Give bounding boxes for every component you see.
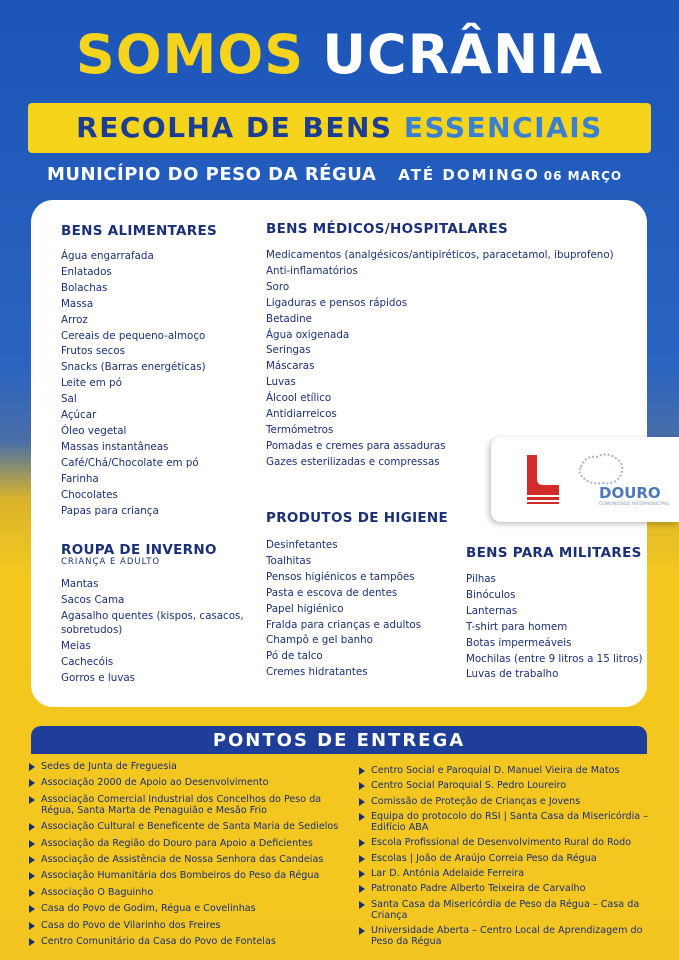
item-text: Binóculos bbox=[466, 588, 516, 601]
triangle-bullet-icon bbox=[29, 922, 35, 930]
triangle-bullet-icon bbox=[29, 763, 35, 771]
douro-logo-subtext: COMUNIDADE INTERMUNICIPAL bbox=[599, 502, 670, 507]
section-food bbox=[61, 223, 217, 519]
delivery-point bbox=[29, 838, 349, 849]
list-item bbox=[266, 375, 614, 391]
item-text: Mantas bbox=[61, 578, 99, 590]
item-text: Leite em pó bbox=[61, 377, 122, 390]
list-item bbox=[466, 572, 643, 588]
item-text: Patronato Padre Alberto Teixeira de Carvalho bbox=[371, 883, 586, 895]
delivery-points-right bbox=[359, 765, 659, 947]
list-item bbox=[61, 456, 217, 472]
triangle-bullet-icon bbox=[359, 782, 365, 790]
item-text: Betadine bbox=[266, 312, 313, 325]
list-item bbox=[266, 665, 448, 681]
item-text: Casa do Povo de Godim, Régua e Covelinhas bbox=[41, 903, 256, 915]
item-text: Gazes esterilizadas e compressas bbox=[266, 455, 440, 468]
item-text: Óleo vegetal bbox=[61, 424, 127, 437]
section-title: BENS ALIMENTARES bbox=[61, 223, 218, 239]
item-text: Pasta e escova de dentes bbox=[266, 586, 398, 599]
item-text: Santa Casa da Misericórdia de Peso da Régua – Casa da Criança bbox=[371, 898, 640, 921]
triangle-bullet-icon bbox=[359, 927, 365, 935]
deadline-date: 06 MARÇO bbox=[543, 169, 623, 183]
list-item bbox=[61, 360, 217, 376]
triangle-bullet-icon bbox=[359, 813, 365, 821]
subtitle-part2: ESSENCIAIS bbox=[403, 111, 603, 144]
item-text: Meias bbox=[61, 639, 91, 652]
item-text: Toalhitas bbox=[266, 554, 312, 567]
triangle-bullet-icon bbox=[359, 839, 365, 847]
item-text: Gorros e luvas bbox=[61, 671, 136, 684]
item-text: Água oxigenada bbox=[266, 328, 350, 341]
list-item bbox=[266, 554, 448, 570]
item-text: Champô e gel banho bbox=[266, 634, 373, 647]
delivery-points-left bbox=[29, 761, 349, 947]
list-item bbox=[61, 329, 217, 345]
list-item bbox=[61, 609, 251, 639]
item-text: Desinfetantes bbox=[266, 539, 338, 551]
list-item bbox=[466, 636, 643, 652]
delivery-point bbox=[29, 777, 349, 788]
item-text: Arroz bbox=[61, 313, 88, 326]
camara-municipal-logo bbox=[523, 451, 563, 507]
list-item bbox=[266, 359, 614, 375]
item-list bbox=[466, 572, 643, 683]
triangle-bullet-icon bbox=[29, 905, 35, 913]
item-text: Fralda para crianças e adultos bbox=[266, 618, 422, 631]
list-item bbox=[61, 577, 251, 593]
item-text: Água engarrafada bbox=[61, 250, 154, 262]
delivery-point bbox=[359, 853, 659, 864]
delivery-point bbox=[29, 936, 349, 947]
item-text: Papel higiénico bbox=[266, 602, 344, 615]
delivery-point bbox=[29, 870, 349, 881]
item-text: Pomadas e cremes para assaduras bbox=[266, 439, 446, 452]
item-text: Centro Social e Paroquial D. Manuel Vieira de Matos bbox=[371, 765, 620, 776]
list-item bbox=[266, 538, 448, 554]
list-item bbox=[266, 618, 448, 634]
item-text: Seringas bbox=[266, 344, 311, 357]
item-text: Lar D. Antónia Adelaide Ferreira bbox=[371, 867, 525, 879]
delivery-point bbox=[29, 821, 349, 832]
delivery-point bbox=[359, 780, 659, 791]
item-text: Associação da Região do Douro para Apoio a Deficientes bbox=[41, 837, 313, 849]
item-text: Ligaduras e pensos rápidos bbox=[266, 296, 408, 309]
list-item bbox=[61, 440, 217, 456]
list-item bbox=[266, 407, 614, 423]
section-title: PRODUTOS DE HIGIENE bbox=[266, 510, 449, 526]
triangle-bullet-icon bbox=[29, 779, 35, 787]
list-item bbox=[61, 408, 217, 424]
list-item bbox=[61, 281, 217, 297]
list-item bbox=[61, 504, 217, 520]
item-list bbox=[61, 577, 251, 687]
list-item bbox=[266, 633, 448, 649]
list-item bbox=[466, 667, 643, 683]
list-item bbox=[266, 602, 448, 618]
item-text: Papas para criança bbox=[61, 504, 159, 517]
item-text: Açúcar bbox=[61, 409, 97, 422]
item-text: Cachecóis bbox=[61, 655, 114, 668]
item-text: Massa bbox=[61, 297, 94, 310]
triangle-bullet-icon bbox=[29, 796, 35, 804]
item-text: Centro Comunitário da Casa do Povo de Fontelas bbox=[41, 935, 276, 947]
logos-panel bbox=[491, 437, 679, 522]
delivery-point bbox=[359, 837, 659, 848]
item-text: Cereais de pequeno-almoço bbox=[61, 329, 206, 342]
list-item bbox=[61, 313, 217, 329]
delivery-points-title: PONTOS DE ENTREGA bbox=[31, 726, 647, 754]
item-text: Álcool etílico bbox=[266, 392, 332, 405]
item-text: Universidade Aberta – Centro Local de Aprendizagem do Peso da Régua bbox=[371, 924, 643, 947]
item-text: Botas impermeáveis bbox=[466, 636, 572, 649]
list-item bbox=[61, 265, 217, 281]
delivery-point bbox=[359, 811, 659, 833]
item-text: Associação Cultural e Beneficente de Santa Maria de Sedielos bbox=[41, 821, 339, 833]
section-military bbox=[466, 545, 643, 683]
item-text: Farinha bbox=[61, 472, 99, 485]
deadline-label: ATÉ DOMINGO bbox=[398, 166, 540, 184]
list-item bbox=[466, 588, 643, 604]
item-text: Termómetros bbox=[266, 423, 334, 436]
item-text: Medicamentos (analgésicos/antipiréticos, paracetamol, ibuprofeno) bbox=[266, 249, 614, 261]
item-text: Café/Chá/Chocolate em pó bbox=[61, 456, 199, 469]
delivery-point bbox=[359, 868, 659, 879]
item-text: Luvas bbox=[266, 376, 296, 389]
list-item bbox=[266, 649, 448, 665]
delivery-point bbox=[29, 903, 349, 914]
delivery-point bbox=[359, 899, 659, 921]
delivery-point bbox=[29, 794, 349, 816]
subtitle-part1: RECOLHA DE BENS bbox=[76, 111, 393, 144]
delivery-point bbox=[359, 925, 659, 947]
triangle-bullet-icon bbox=[29, 823, 35, 831]
section-hygiene bbox=[266, 510, 448, 681]
triangle-bullet-icon bbox=[359, 870, 365, 878]
item-text: Centro Social Paroquial S. Pedro Loureiro bbox=[371, 780, 567, 792]
item-text: Equipa do protocolo do RSI | Santa Casa da Misericórdia – Edifício ABA bbox=[371, 810, 649, 833]
list-item bbox=[266, 264, 614, 280]
item-list bbox=[61, 249, 217, 519]
list-item bbox=[61, 344, 217, 360]
poster-title bbox=[0, 23, 679, 86]
section-winter-clothes bbox=[61, 542, 251, 687]
item-text: Chocolates bbox=[61, 488, 118, 501]
list-item bbox=[266, 391, 614, 407]
item-text: Lanternas bbox=[466, 604, 518, 617]
delivery-point bbox=[29, 920, 349, 931]
triangle-bullet-icon bbox=[29, 840, 35, 848]
item-text: Luvas de trabalho bbox=[466, 668, 559, 681]
list-item bbox=[61, 392, 217, 408]
item-text: Anti-inflamatórios bbox=[266, 264, 358, 277]
list-item bbox=[466, 620, 643, 636]
triangle-bullet-icon bbox=[359, 798, 365, 806]
item-text: Máscaras bbox=[266, 360, 315, 373]
item-list bbox=[266, 538, 448, 681]
item-text: Associação Comercial Industrial dos Concelhos do Peso da Régua, Santa Marta de Penaguião e Mesão Frio bbox=[41, 793, 322, 816]
triangle-bullet-icon bbox=[29, 889, 35, 897]
item-text: Escolas | João de Araújo Correia Peso da Régua bbox=[371, 852, 597, 864]
list-item bbox=[466, 604, 643, 620]
item-text: Soro bbox=[266, 280, 290, 293]
item-text: Comissão de Proteção de Crianças e Jovens bbox=[371, 795, 581, 807]
list-item bbox=[61, 424, 217, 440]
delivery-point bbox=[29, 761, 349, 772]
item-text: Pó de talco bbox=[266, 650, 323, 663]
triangle-bullet-icon bbox=[359, 885, 365, 893]
list-item bbox=[61, 639, 251, 655]
item-text: Snacks (Barras energéticas) bbox=[61, 361, 206, 374]
item-text: Bolachas bbox=[61, 281, 108, 294]
item-text: Associação 2000 de Apoio ao Desenvolvimento bbox=[41, 777, 269, 789]
douro-logo bbox=[577, 451, 670, 511]
item-text: Antidiarreicos bbox=[266, 408, 337, 421]
list-item bbox=[466, 652, 643, 668]
douro-logo-text: DOURO bbox=[599, 484, 661, 502]
item-text: Associação O Baguinho bbox=[41, 886, 154, 898]
municipality-row bbox=[47, 164, 647, 185]
section-title: BENS PARA MILITARES bbox=[466, 545, 642, 561]
triangle-bullet-icon bbox=[359, 767, 365, 775]
delivery-point bbox=[359, 765, 659, 776]
triangle-bullet-icon bbox=[29, 872, 35, 880]
delivery-point bbox=[29, 887, 349, 898]
list-item bbox=[266, 570, 448, 586]
item-text: Associação Humanitária dos Bombeiros do Peso da Régua bbox=[41, 870, 320, 882]
delivery-point bbox=[359, 796, 659, 807]
list-item bbox=[266, 248, 614, 264]
title-word-ucrania: UCRÂNIA bbox=[322, 23, 604, 86]
item-text: Associação de Assistência de Nossa Senhora das Candeias bbox=[41, 853, 324, 865]
delivery-point bbox=[359, 883, 659, 894]
list-item bbox=[61, 655, 251, 671]
municipality-name: MUNICÍPIO DO PESO DA RÉGUA bbox=[47, 164, 377, 185]
item-text: Enlatados bbox=[61, 265, 112, 278]
list-item bbox=[266, 586, 448, 602]
triangle-bullet-icon bbox=[359, 901, 365, 909]
list-item bbox=[61, 593, 251, 609]
item-text: Cremes hidratantes bbox=[266, 666, 368, 679]
triangle-bullet-icon bbox=[359, 855, 365, 863]
section-medical bbox=[266, 221, 614, 471]
list-item bbox=[61, 376, 217, 392]
item-text: Sal bbox=[61, 393, 77, 406]
triangle-bullet-icon bbox=[29, 938, 35, 946]
subtitle-band bbox=[28, 103, 651, 153]
title-word-somos: SOMOS bbox=[75, 23, 305, 86]
item-text: Pensos higiénicos e tampões bbox=[266, 570, 415, 583]
item-text: Frutos secos bbox=[61, 345, 125, 358]
list-item bbox=[61, 472, 217, 488]
item-text: Escola Profissional de Desenvolvimento Rural do Rodo bbox=[371, 837, 632, 849]
item-text: Massas instantâneas bbox=[61, 440, 169, 453]
triangle-bullet-icon bbox=[29, 856, 35, 864]
item-text: Agasalho quentes (kispos, casacos, sobretudos) bbox=[61, 609, 244, 636]
section-title: ROUPA DE INVERNO bbox=[61, 542, 217, 558]
list-item bbox=[266, 296, 614, 312]
item-text: Mochilas (entre 9 litros a 15 litros) bbox=[466, 652, 643, 665]
item-text: Sacos Cama bbox=[61, 593, 125, 606]
item-text: Sedes de Junta de Freguesia bbox=[41, 761, 177, 772]
item-text: T-shirt para homem bbox=[466, 620, 568, 633]
list-item bbox=[266, 328, 614, 344]
list-item bbox=[266, 280, 614, 296]
delivery-point bbox=[29, 854, 349, 865]
section-title: BENS MÉDICOS/HOSPITALARES bbox=[266, 221, 509, 237]
list-item bbox=[266, 343, 614, 359]
item-text: Pilhas bbox=[466, 573, 496, 585]
list-item bbox=[61, 488, 217, 504]
list-item bbox=[61, 297, 217, 313]
list-item bbox=[266, 312, 614, 328]
list-item bbox=[61, 671, 251, 687]
section-subtitle: CRIANÇA E ADULTO bbox=[61, 557, 161, 567]
list-item bbox=[61, 249, 217, 265]
item-text: Casa do Povo de Vilarinho dos Freires bbox=[41, 919, 221, 931]
